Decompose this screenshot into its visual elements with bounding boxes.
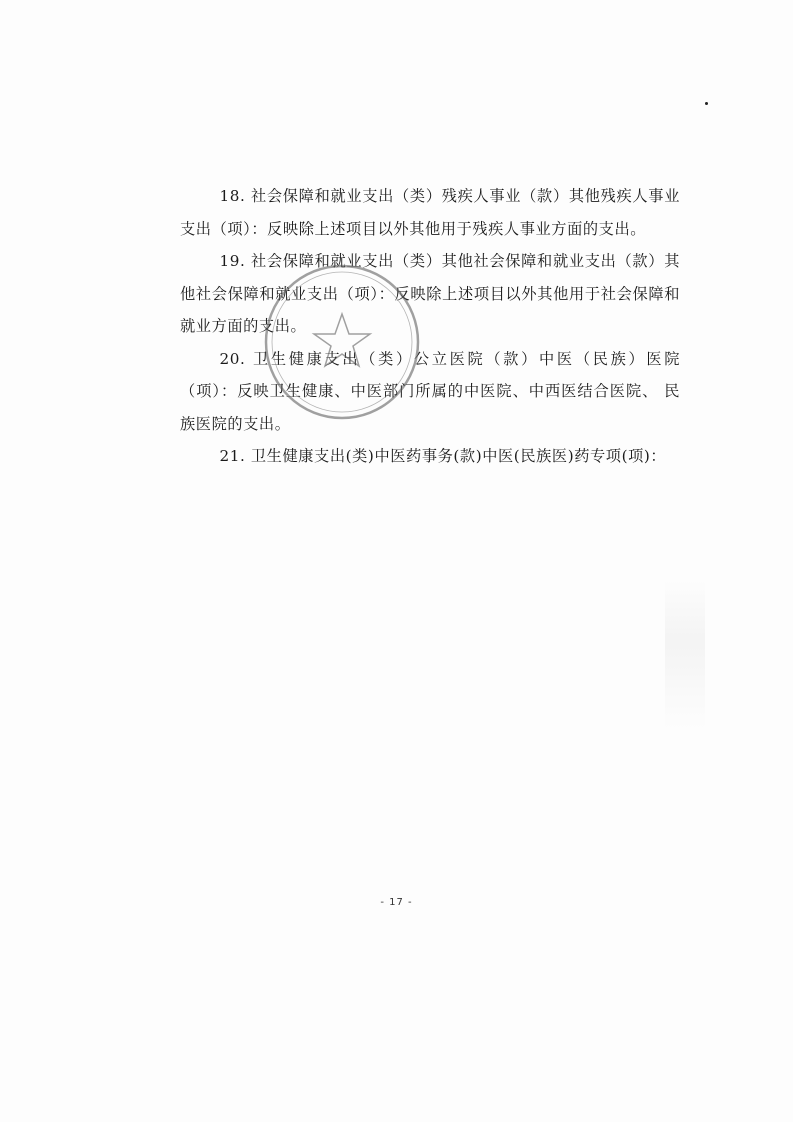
document-body <box>180 180 680 473</box>
paragraph-18: 18. 社会保障和就业支出（类）残疾人事业（款）其他残疾人事业支出（项）：反映除上述项目以外其他用于残疾人事业方面的支出。 <box>180 187 680 238</box>
page-number: - 17 - <box>380 897 413 908</box>
scan-artifact-dot <box>705 102 708 105</box>
paragraph-19: 19. 社会保障和就业支出（类）其他社会保障和就业支出（款）其他社会保障和就业支出（项）：反映除上述项目以外其他用于社会保障和就业方面的支出。 <box>180 252 680 335</box>
paragraph-20: 20. 卫生健康支出（类）公立医院（款）中医（民族）医院（项）：反映卫生健康、中医部门所属的中医院、中西医结合医院、 民族医院的支出。 <box>180 349 680 433</box>
paragraph-21: 21. 卫生健康支出(类)中医药事务(款)中医(民族医)药专项(项)： <box>219 447 667 465</box>
scan-shadow <box>665 580 705 730</box>
